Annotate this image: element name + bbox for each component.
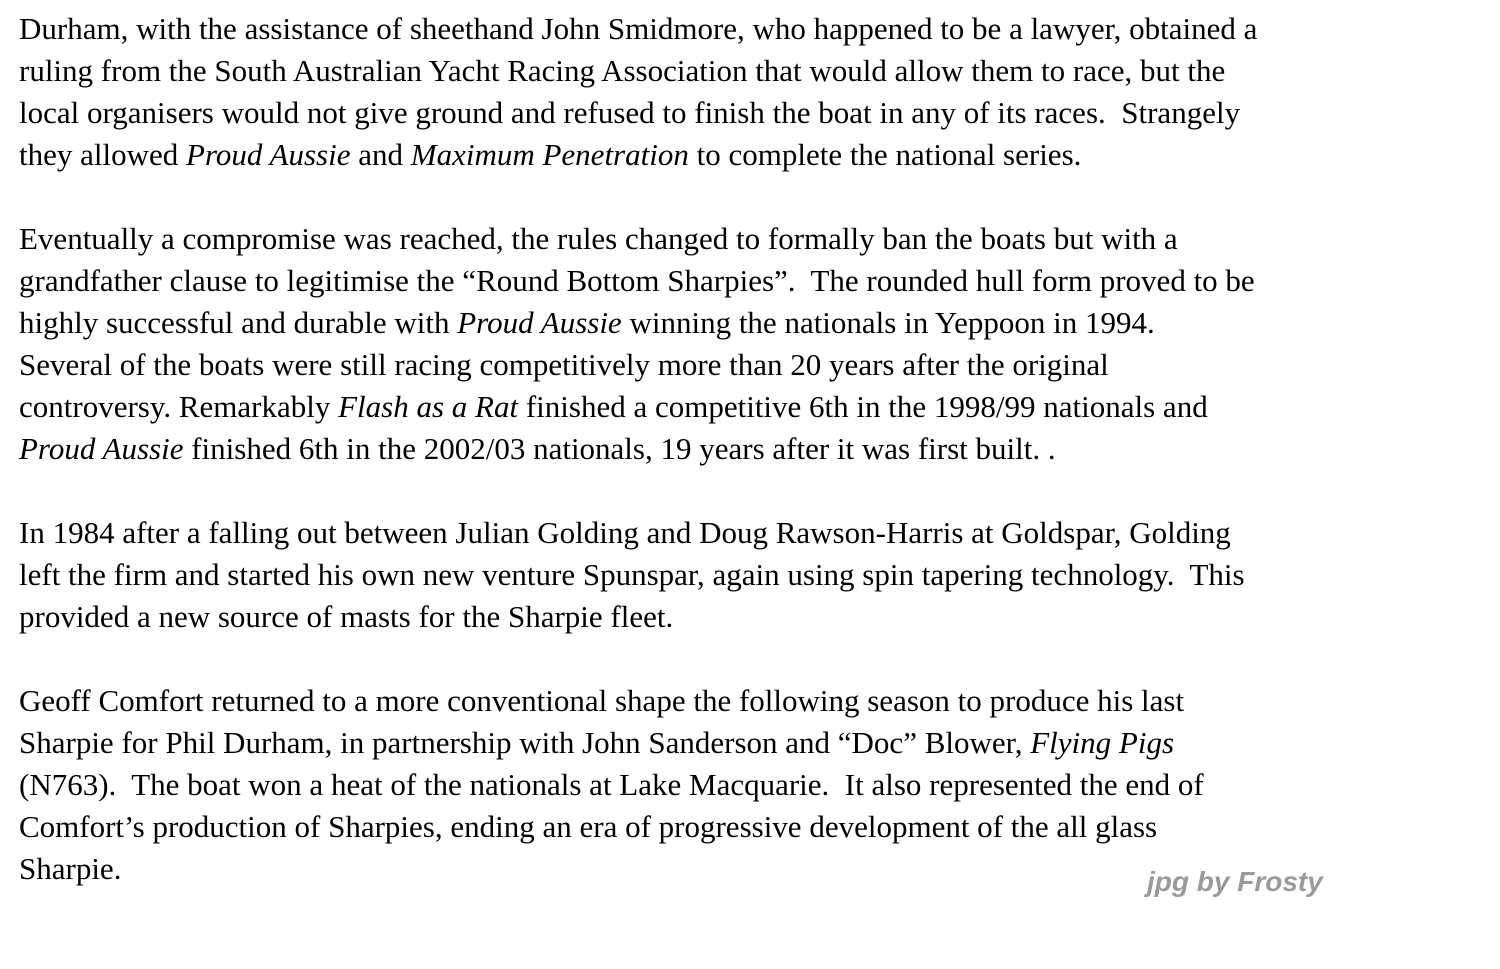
text-line bbox=[19, 218, 1489, 260]
text-run: finished 6th in the 2002/03 nationals, 19 years after it was first built. . bbox=[183, 431, 1056, 466]
text-line bbox=[19, 806, 1489, 848]
text-run: provided a new source of masts for the Sharpie fleet. bbox=[19, 599, 674, 634]
text-line bbox=[19, 50, 1489, 92]
text-run: Sharpie. bbox=[19, 851, 122, 886]
text-line bbox=[19, 512, 1489, 554]
text-run: Geoff Comfort returned to a more conventional shape the following season to produce his last bbox=[19, 683, 1185, 718]
text-line bbox=[19, 596, 1489, 638]
italic-boat-name: Flying Pigs bbox=[1030, 725, 1175, 760]
text-run: and bbox=[350, 137, 411, 172]
text-run: they allowed bbox=[19, 137, 187, 172]
italic-boat-name: Maximum Penetration bbox=[410, 137, 689, 172]
text-run: grandfather clause to legitimise the “Round Bottom Sharpies”. The rounded hull form proved to be bbox=[19, 263, 1255, 298]
text-run: to complete the national series. bbox=[688, 137, 1082, 172]
text-run: Eventually a compromise was reached, the rules changed to formally ban the boats but with a bbox=[19, 221, 1178, 256]
text-line bbox=[19, 92, 1489, 134]
text-line bbox=[19, 554, 1489, 596]
italic-boat-name: Proud Aussie bbox=[457, 305, 622, 340]
text-run: highly successful and durable with bbox=[19, 305, 458, 340]
italic-boat-name: Flash as a Rat bbox=[338, 389, 519, 424]
text-run: controversy. Remarkably bbox=[19, 389, 339, 424]
paragraph-1 bbox=[19, 8, 1489, 176]
watermark: jpg by Frosty bbox=[1147, 866, 1323, 897]
text-run: winning the nationals in Yeppoon in 1994. bbox=[621, 305, 1155, 340]
text-line bbox=[19, 8, 1489, 50]
text-run: (N763). The boat won a heat of the nationals at Lake Macquarie. It also represented the end of bbox=[19, 767, 1204, 802]
text-run: Comfort’s production of Sharpies, ending an era of progressive development of the all glass bbox=[19, 809, 1158, 844]
document-body bbox=[19, 8, 1489, 932]
text-run: local organisers would not give ground and refused to finish the boat in any of its races. Strangely bbox=[19, 95, 1241, 130]
text-line bbox=[19, 302, 1489, 344]
paragraph-4 bbox=[19, 680, 1489, 890]
text-run: Sharpie for Phil Durham, in partnership with John Sanderson and “Doc” Blower, bbox=[19, 725, 1031, 760]
text-line bbox=[19, 722, 1489, 764]
text-line bbox=[19, 260, 1489, 302]
paragraph-3 bbox=[19, 512, 1489, 638]
italic-boat-name: Proud Aussie bbox=[19, 431, 184, 466]
text-run: Several of the boats were still racing competitively more than 20 years after the original bbox=[19, 347, 1109, 382]
text-run: left the firm and started his own new venture Spunspar, again using spin tapering technology. This bbox=[19, 557, 1245, 592]
italic-boat-name: Proud Aussie bbox=[186, 137, 351, 172]
text-run: In 1984 after a falling out between Julian Golding and Doug Rawson-Harris at Goldspar, Golding bbox=[19, 515, 1231, 550]
text-line bbox=[19, 344, 1489, 386]
text-run: Durham, with the assistance of sheethand John Smidmore, who happened to be a lawyer, obtained a bbox=[19, 11, 1258, 46]
text-line bbox=[19, 428, 1489, 470]
text-run: ruling from the South Australian Yacht Racing Association that would allow them to race, but the bbox=[19, 53, 1226, 88]
text-line bbox=[19, 680, 1489, 722]
text-line bbox=[19, 386, 1489, 428]
paragraph-2 bbox=[19, 218, 1489, 470]
text-run: finished a competitive 6th in the 1998/99 nationals and bbox=[518, 389, 1208, 424]
text-line bbox=[19, 134, 1489, 176]
text-line bbox=[19, 764, 1489, 806]
